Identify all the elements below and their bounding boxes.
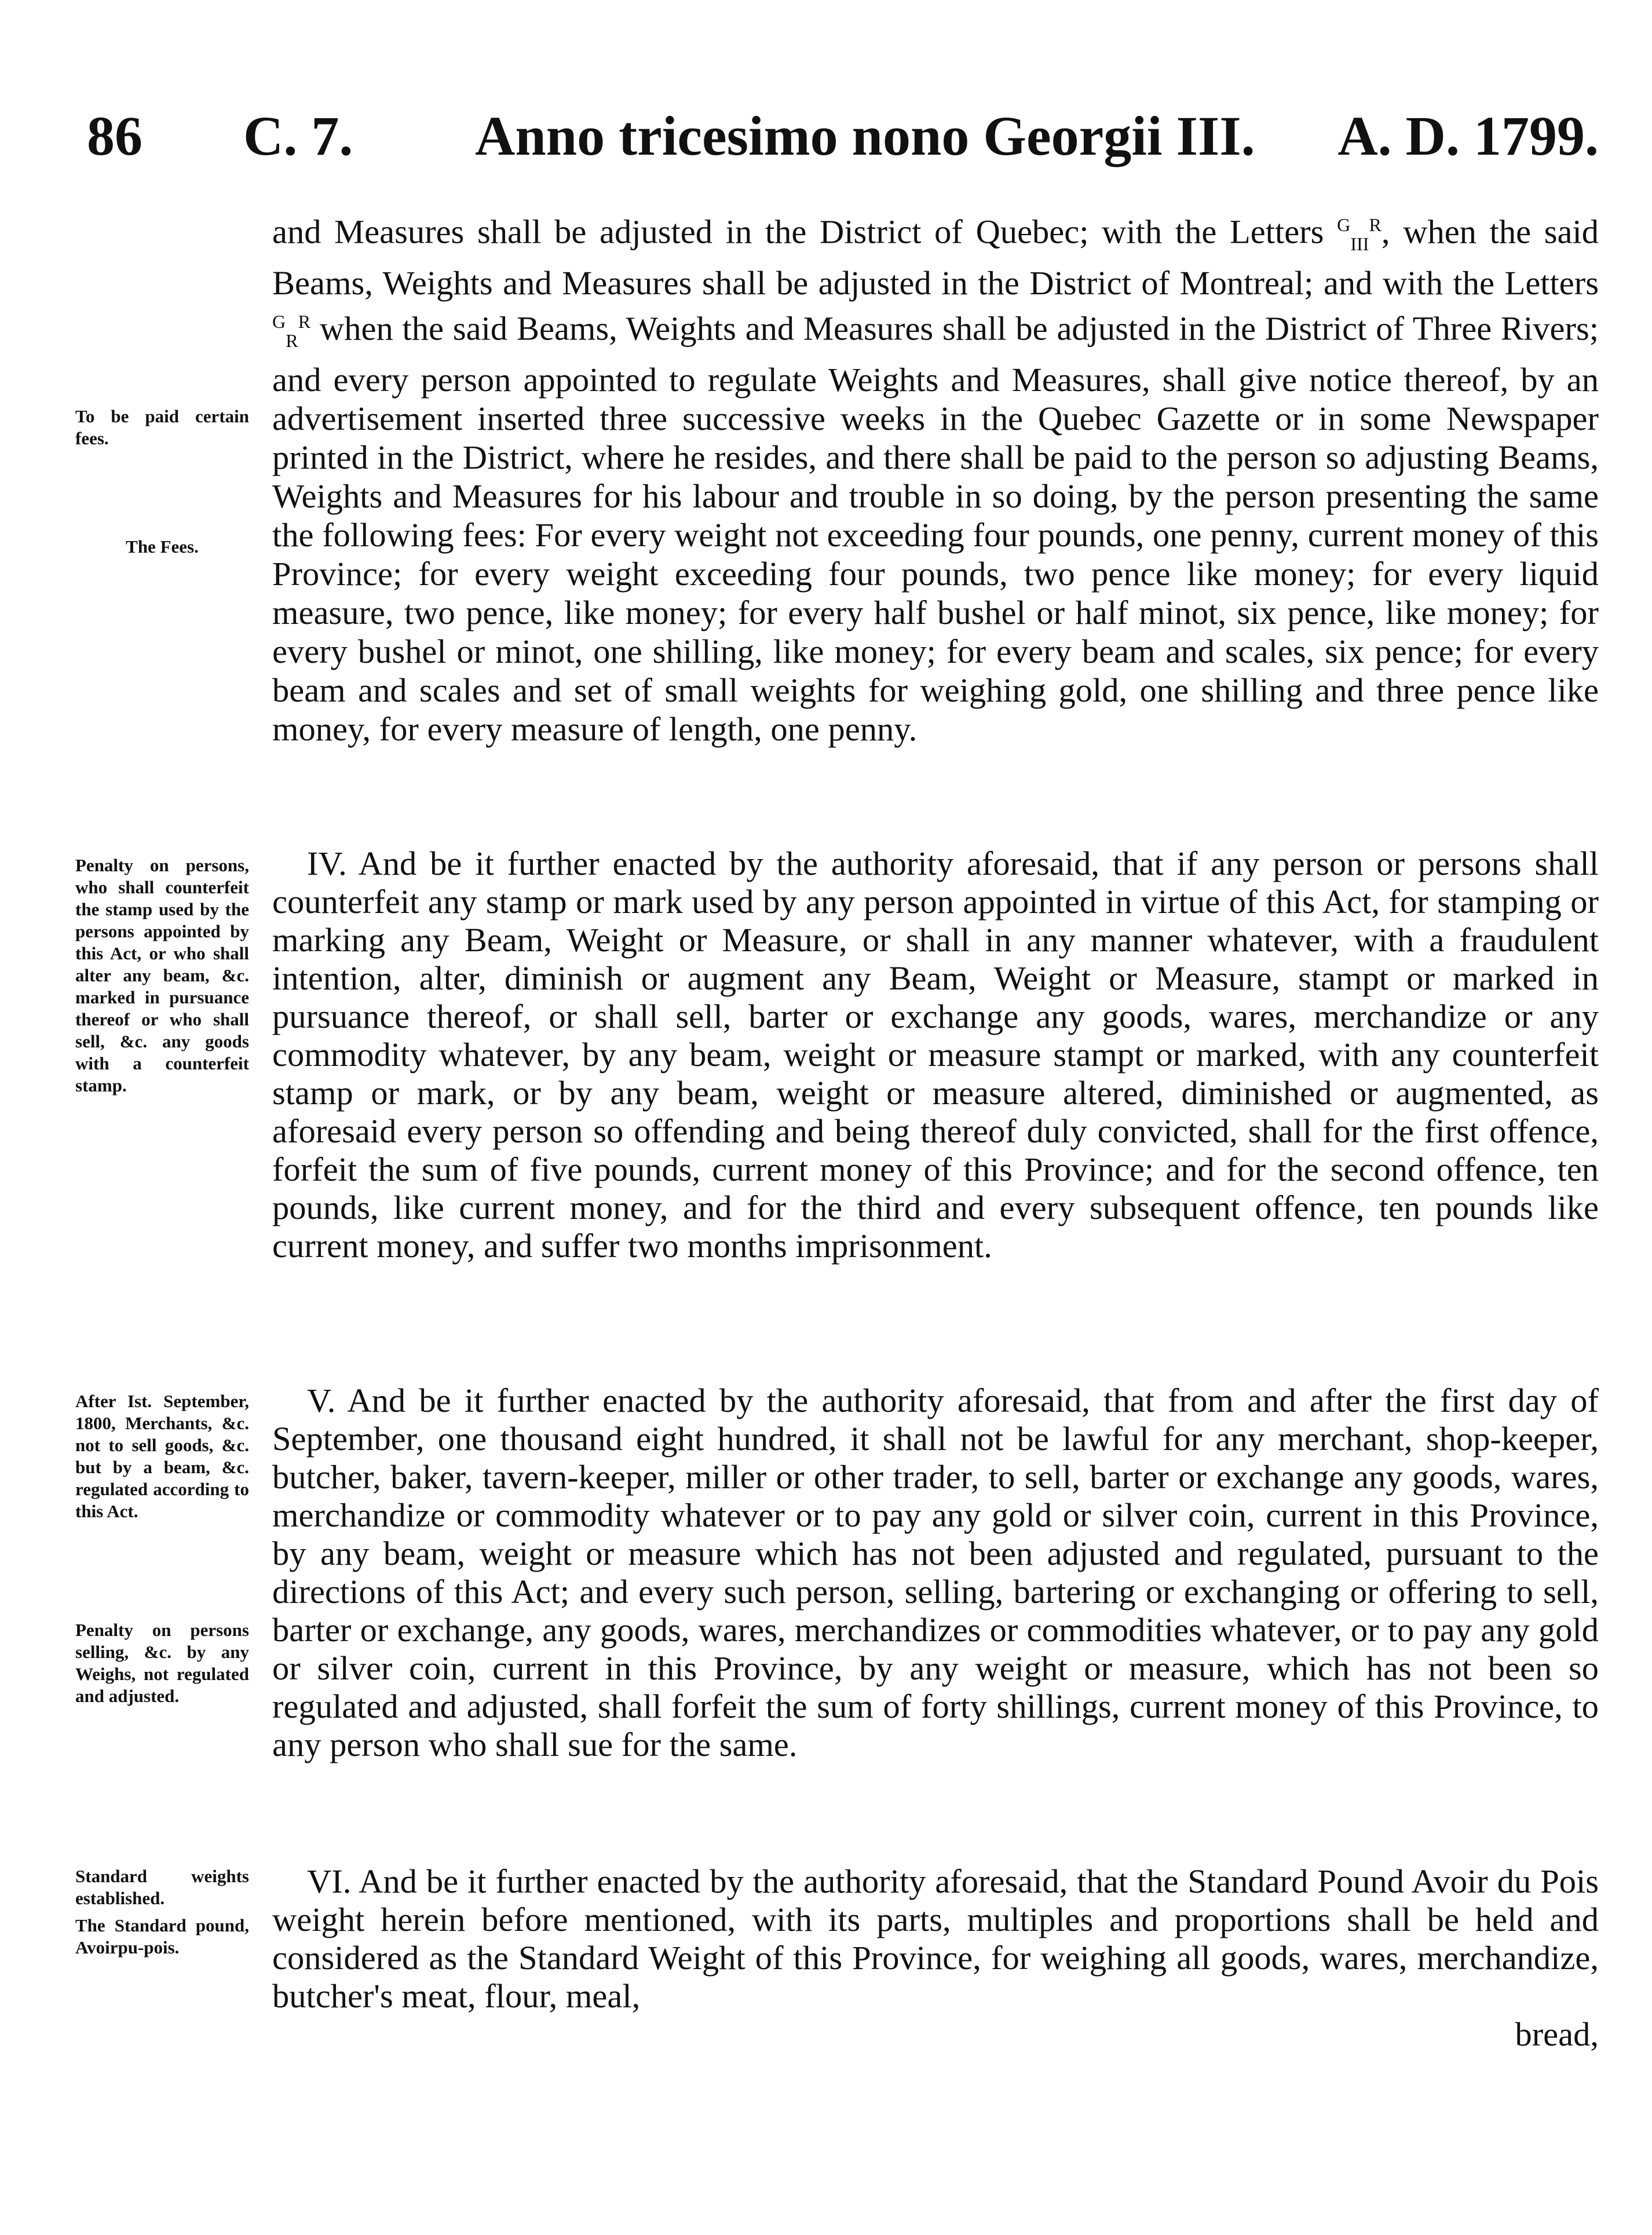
margin-note-penalty-counterfeit: Penalty on persons, who shall counterfeit the stamp used by the persons appointed by this Act, or who shall alter any beam, &c. marked in pursuance thereof or who shall sell, &c. any goods with a counterfeit stamp. <box>75 855 249 1095</box>
chapter-number: C. 7. <box>243 105 353 167</box>
superscript: R <box>298 311 311 333</box>
subscript: R <box>286 330 298 352</box>
section-iv <box>272 845 1599 1265</box>
superscript: G <box>1337 214 1351 235</box>
catchword: bread, <box>1515 2015 1599 2053</box>
margin-note-the-fees: The Fees. <box>126 536 199 557</box>
running-header <box>87 93 1599 180</box>
text-run: , when the said Beams, Weights and Measures shall be adjusted in the District of Montreal; and with the Letters <box>272 213 1599 302</box>
margin-note-to-be-paid: To be paid certain fees. <box>75 406 249 448</box>
text-run: when the said Beams, Weights and Measures shall be adjusted in the District of Three Rivers; and every person appointed to regulate Weights and Measures, shall give notice thereof, by an advertisement inserted three successive weeks in the Quebec Gazette or in some Newspaper printed in the District, where he resides, and there shall be paid to the person so adjusting Beams, Weights and Measures for his labour and trouble in so doing, by the person presenting the same the following fees: For every weight not exceeding four pounds, one penny, current money of this Province; for every weight exceeding four pounds, two pence like money; for every liquid measure, two pence, like money; for every half bushel or half minot, six pence, like money; for every bushel or minot, one shilling, like money; for every beam and scales, six pence; for every beam and scales and set of small weights for weighing gold, one shilling and three pence like money, for every measure of length, one penny. <box>272 309 1599 748</box>
header-title: Anno tricesimo nono Georgii III. <box>475 105 1255 167</box>
margin-note-after-september: After Ist. September, 1800, Merchants, &c. not to sell goods, &c. but by a beam, &c. regulated according to this Act. <box>75 1391 249 1521</box>
header-year: A. D. 1799. <box>1337 105 1599 167</box>
margin-note-standard-pound: The Standard pound, Avoirpu-pois. <box>75 1915 249 1958</box>
section-v-text: V. And be it further enacted by the authority aforesaid, that from and after the first day of September, one thousand eight hundred, it shall not be lawful for any merchant, shop-keeper, butcher, baker, tavern-keeper, miller or other trader, to sell, barter or exchange any goods, wares, merchandize or commodity whatever or to pay any gold or silver coin, current in this Province, by any beam, weight or measure which has not been adjusted and regulated, pursuant to the directions of this Act; and every such person, selling, bartering or exchanging or offering to sell, barter or exchange, any goods, wares, merchandizes or commodities whatever, or to pay any gold or silver coin, current in this Province, by any weight or measure, which has not been so regulated and adjusted, shall forfeit the sum of forty shillings, current money of this Province, to any person who shall sue for the same. <box>272 1382 1599 1763</box>
margin-note-standard-weights: Standard weights established. <box>75 1866 249 1908</box>
section-v <box>272 1382 1599 1764</box>
section-iv-text: IV. And be it further enacted by the authority aforesaid, that if any person or persons shall counterfeit any stamp or mark used by any person appointed in virtue of this Act, for stamping or marking any Beam, Weight or Measure, or shall in any manner whatever, with a fraudulent intention, alter, diminish or augment any Beam, Weight or Measure, stampt or marked in pursuance thereof, or shall sell, barter or exchange any goods, wares, merchandize or any commodity whatever, by any beam, weight or measure stampt or marked, with any counterfeit stamp or mark, or by any beam, weight or measure altered, diminished or augmented, as aforesaid every person so offending and being thereof duly convicted, shall for the first offence, forfeit the sum of five pounds, current money of this Province; and for the second offence, ten pounds, like current money, and for the third and every subsequent offence, ten pounds like current money, and suffer two months imprisonment. <box>272 845 1599 1265</box>
page-number: 86 <box>87 105 142 167</box>
section-vi <box>272 1862 1599 2054</box>
margin-note-penalty-selling: Penalty on persons selling, &c. by any Weighs, not regulated and adjusted. <box>75 1620 249 1706</box>
paragraph-continuation <box>272 206 1599 748</box>
superscript: G <box>272 311 286 333</box>
subscript: III <box>1350 233 1369 255</box>
text-run: and Measures shall be adjusted in the District of Quebec; with the Letters <box>272 213 1337 251</box>
superscript: R <box>1369 214 1381 235</box>
paragraph-text <box>272 206 1599 748</box>
section-vi-text: VI. And be it further enacted by the authority aforesaid, that the Standard Pound Avoir du Pois weight herein before mentioned, with its parts, multiples and proportions shall be held and considered as the Standard Weight of this Province, for weighing all goods, wares, merchandize, butcher's meat, flour, meal, <box>272 1862 1599 2015</box>
